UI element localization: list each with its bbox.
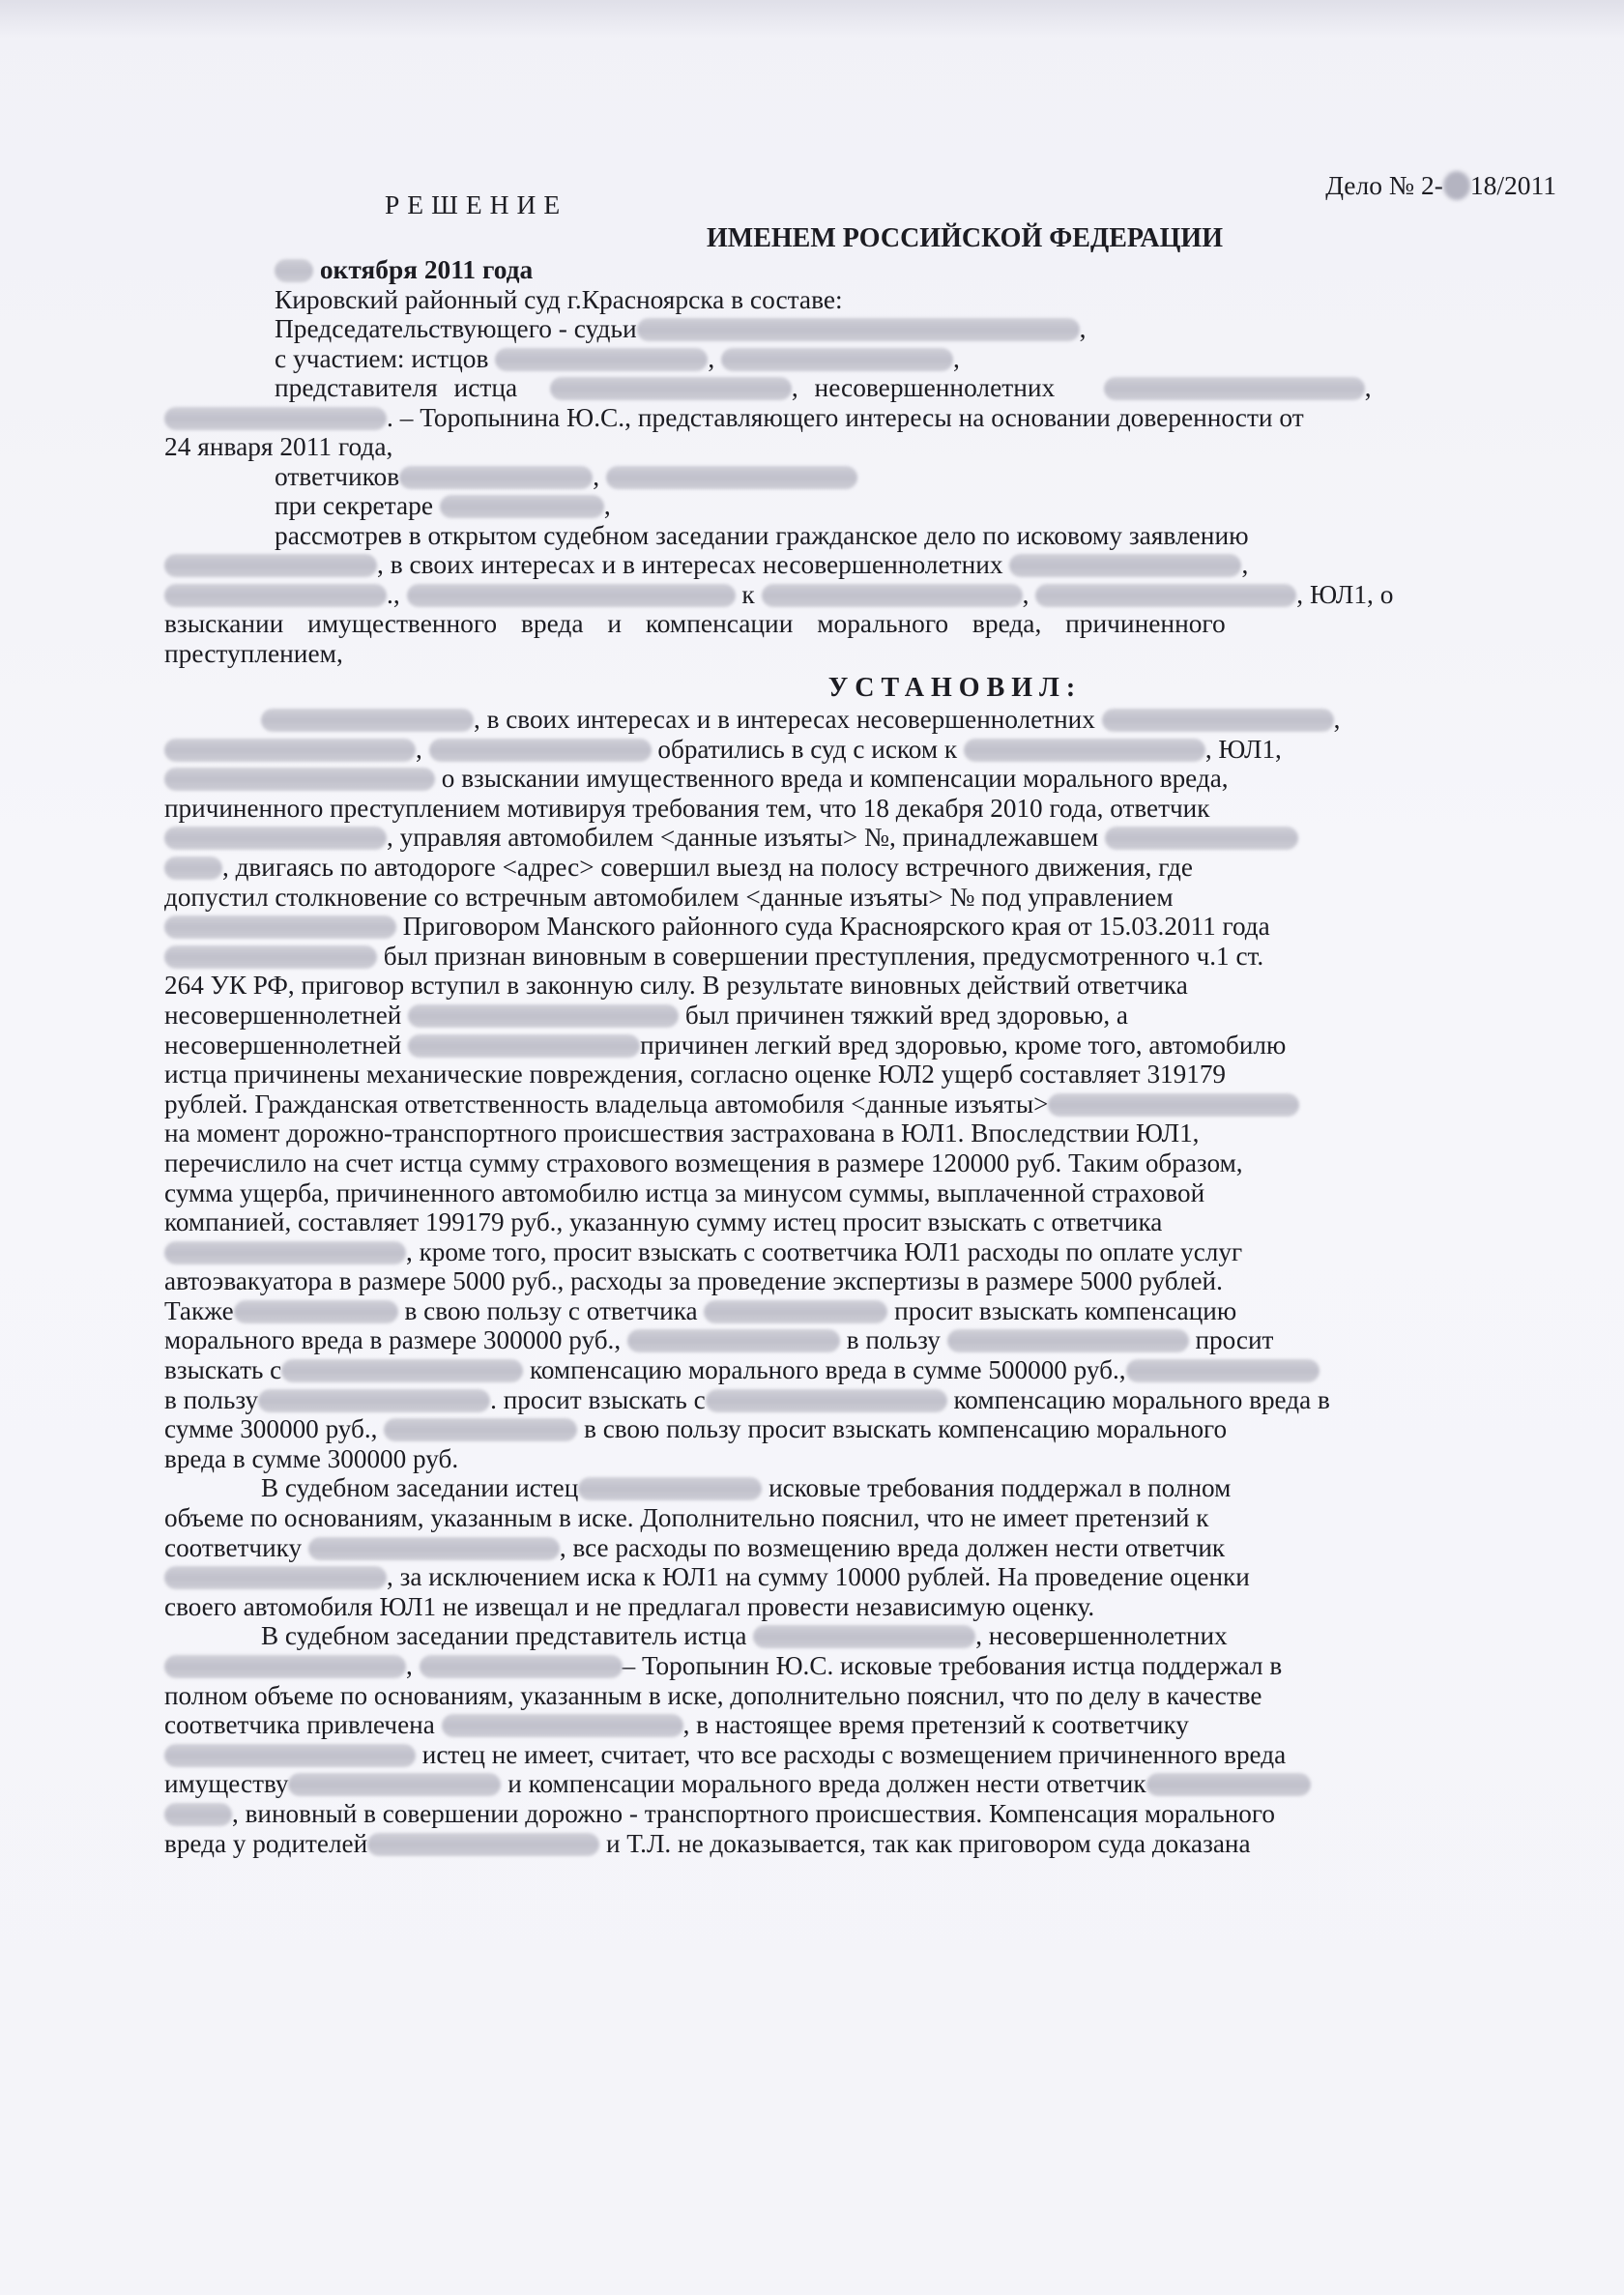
- established-heading: УСТАНОВИЛ:: [827, 673, 1083, 703]
- redaction: [367, 1833, 599, 1856]
- redaction: [258, 1389, 490, 1412]
- redaction: [408, 1004, 679, 1028]
- redaction: [164, 1566, 387, 1589]
- document-body: [164, 162, 1558, 1858]
- redaction: [1048, 1093, 1299, 1117]
- redaction: [495, 348, 708, 371]
- redaction: [1035, 584, 1296, 607]
- redaction: [721, 348, 953, 371]
- redaction: [408, 1034, 640, 1058]
- redaction: [442, 1714, 683, 1737]
- redaction: [164, 1744, 416, 1767]
- redaction: [704, 1300, 887, 1323]
- established-paragraph: , в своих интересах и в интересах несовершеннолетних , , обратились в суд с иском к , ЮЛ1, о взыскании имущественного вреда и компенсации морального вреда, причиненного преступлением мотивируя требования тем, что 18 декабря 2010 года, ответчик , управляя автомобилем <данные изъяты> №, принадлежавшем , двигаясь по автодороге <адрес> совершил выезд на полосу встречного движения, где допустил столкновение со встречным автомобилем <данные изъяты> № под управлением Приговором Манского районного суда Красноярского края от 15.03.2011 года был признан виновным в совершении преступления, предусмотренного ч.1 ст. 264 УК РФ, приговор вступил в законную силу. В результате виновных действий ответчика несовершеннолетней был причинен тяжкий вред здоровью, а несовершеннолетней причинен легкий вред здоровью, кроме того, автомобилю истца причинены механические повреждения, согласно оценке ЮЛ2 ущерб составляет 319179 рублей. Гражданская ответственность владельца автомобиля <данные изъяты> на момент дорожно-транспортного происшествия застрахована в ЮЛ1. Впоследствии ЮЛ1, перечислило на счет истца сумму страхового возмещения в размере 120000 руб. Таким образом, сумма ущерба, причиненного автомобилю истца за минусом суммы, выплаченной страховой компанией, составляет 199179 руб., указанную сумму истец просит взыскать с ответчика , кроме того, просит взыскать с соответчика ЮЛ1 расходы по оплате услуг автоэвакуатора в размере 5000 руб., расходы за проведение экспертизы в размере 5000 рублей. Также в свою пользу с ответчика просит взыскать компенсацию морального вреда в размере 300000 руб., в пользу просит взыскать с компенсацию морального вреда в сумме 500000 руб., в пользу . просит взыскать с компенсацию морального вреда в сумме 300000 руб., в свою пользу просит взыскать компенсацию морального вреда в сумме 300000 руб. В судебном заседании истец исковые требования поддержал в полном объеме по основаниям, указанным в иске. Дополнительно пояснил, что не имеет претензий к соответчику , все расходы по возмещению вреда должен нести ответчик , за исключением иска к ЮЛ1 на сумму 10000 рублей. На проведение оценки своего автомобиля ЮЛ1 не извещал и не предлагал провести независимую оценку. В судебном заседании представитель истца , несовершеннолетних , – Торопынин Ю.С. исковые требования истца поддержал в полном объеме по основаниям, указанным в иске, дополнительно пояснил, что по делу в качестве соответчика привлечена , в настоящее время претензий к соответчику истец не имеет, считает, что все расходы с возмещением причиненного вреда имуществу и компенсации морального вреда должен нести ответчик , виновный в совершении дорожно - транспортного происшествия. Компенсация морального вреда у родителей и Т.Л. не доказывается, так как приговором суда доказана: [164, 705, 1341, 1858]
- redaction: [164, 1241, 406, 1264]
- defendants-line: ответчиков ,: [275, 462, 1558, 492]
- presiding-line: Председательствующего - судьи ,: [275, 314, 1087, 343]
- representative-line: представителя истца , несовершеннолетних ,: [275, 373, 1372, 402]
- considering-continued: , в своих интересах и в интересах несовершеннолетних , ., к , , ЮЛ1, о взыскании имущественного вреда и компенсации морального вреда, причиненного преступлением,: [164, 550, 1394, 668]
- redaction: [164, 554, 377, 577]
- redaction: [964, 739, 1205, 762]
- redaction: [429, 739, 652, 762]
- participants-line: с участием: истцов , ,: [275, 343, 960, 373]
- redaction: [420, 1655, 623, 1678]
- redaction: [275, 259, 313, 282]
- redaction: [164, 1655, 406, 1678]
- case-number: Дело № 2- 18/2011: [1325, 170, 1556, 200]
- redaction: [1104, 377, 1365, 400]
- redaction: [164, 1803, 232, 1826]
- redaction: [706, 1389, 947, 1412]
- redaction: [407, 584, 736, 607]
- court-line: Кировский районный суд г.Красноярска в составе:: [275, 284, 843, 314]
- redaction: [753, 1625, 975, 1648]
- redaction: [627, 1329, 840, 1352]
- redaction: [281, 1359, 523, 1382]
- redaction: [164, 827, 387, 850]
- redaction: [762, 584, 1023, 607]
- redaction: [164, 945, 377, 969]
- redaction: [578, 1477, 762, 1500]
- redaction: [234, 1300, 398, 1323]
- document-heading: ИМЕНЕМ РОССИЙСКОЙ ФЕДЕРАЦИИ: [707, 223, 1223, 253]
- redaction: [384, 1418, 577, 1441]
- redaction: [164, 857, 222, 880]
- redaction: [308, 1537, 560, 1560]
- redaction: [1009, 554, 1241, 577]
- redaction: [1146, 1773, 1311, 1796]
- redaction: [637, 318, 1080, 341]
- redaction: [440, 495, 604, 518]
- redaction: [1102, 709, 1334, 732]
- redaction: [164, 915, 396, 939]
- redaction: [164, 768, 435, 791]
- redaction: [164, 584, 387, 607]
- redaction: [1105, 827, 1298, 850]
- considering-line: рассмотрев в открытом судебном заседании гражданское дело по исковому заявлению: [275, 520, 1249, 550]
- redaction: [261, 709, 474, 732]
- redaction: [164, 407, 387, 430]
- document-title: РЕШЕНИЕ: [385, 189, 568, 219]
- redaction: [947, 1329, 1189, 1352]
- decision-date: октября 2011 года: [275, 255, 1558, 285]
- redaction: [164, 739, 416, 762]
- redaction: [606, 466, 857, 489]
- scan-edge-shadow: [0, 0, 1624, 39]
- redaction: [399, 466, 593, 489]
- redaction: [288, 1773, 501, 1796]
- redaction: [1126, 1359, 1320, 1382]
- secretary-line: при секретаре ,: [275, 491, 611, 520]
- redaction: [550, 377, 792, 400]
- representative-continued: . – Торопынина Ю.С., представляющего интересы на основании доверенности от 24 января 2011 года,: [164, 402, 1304, 461]
